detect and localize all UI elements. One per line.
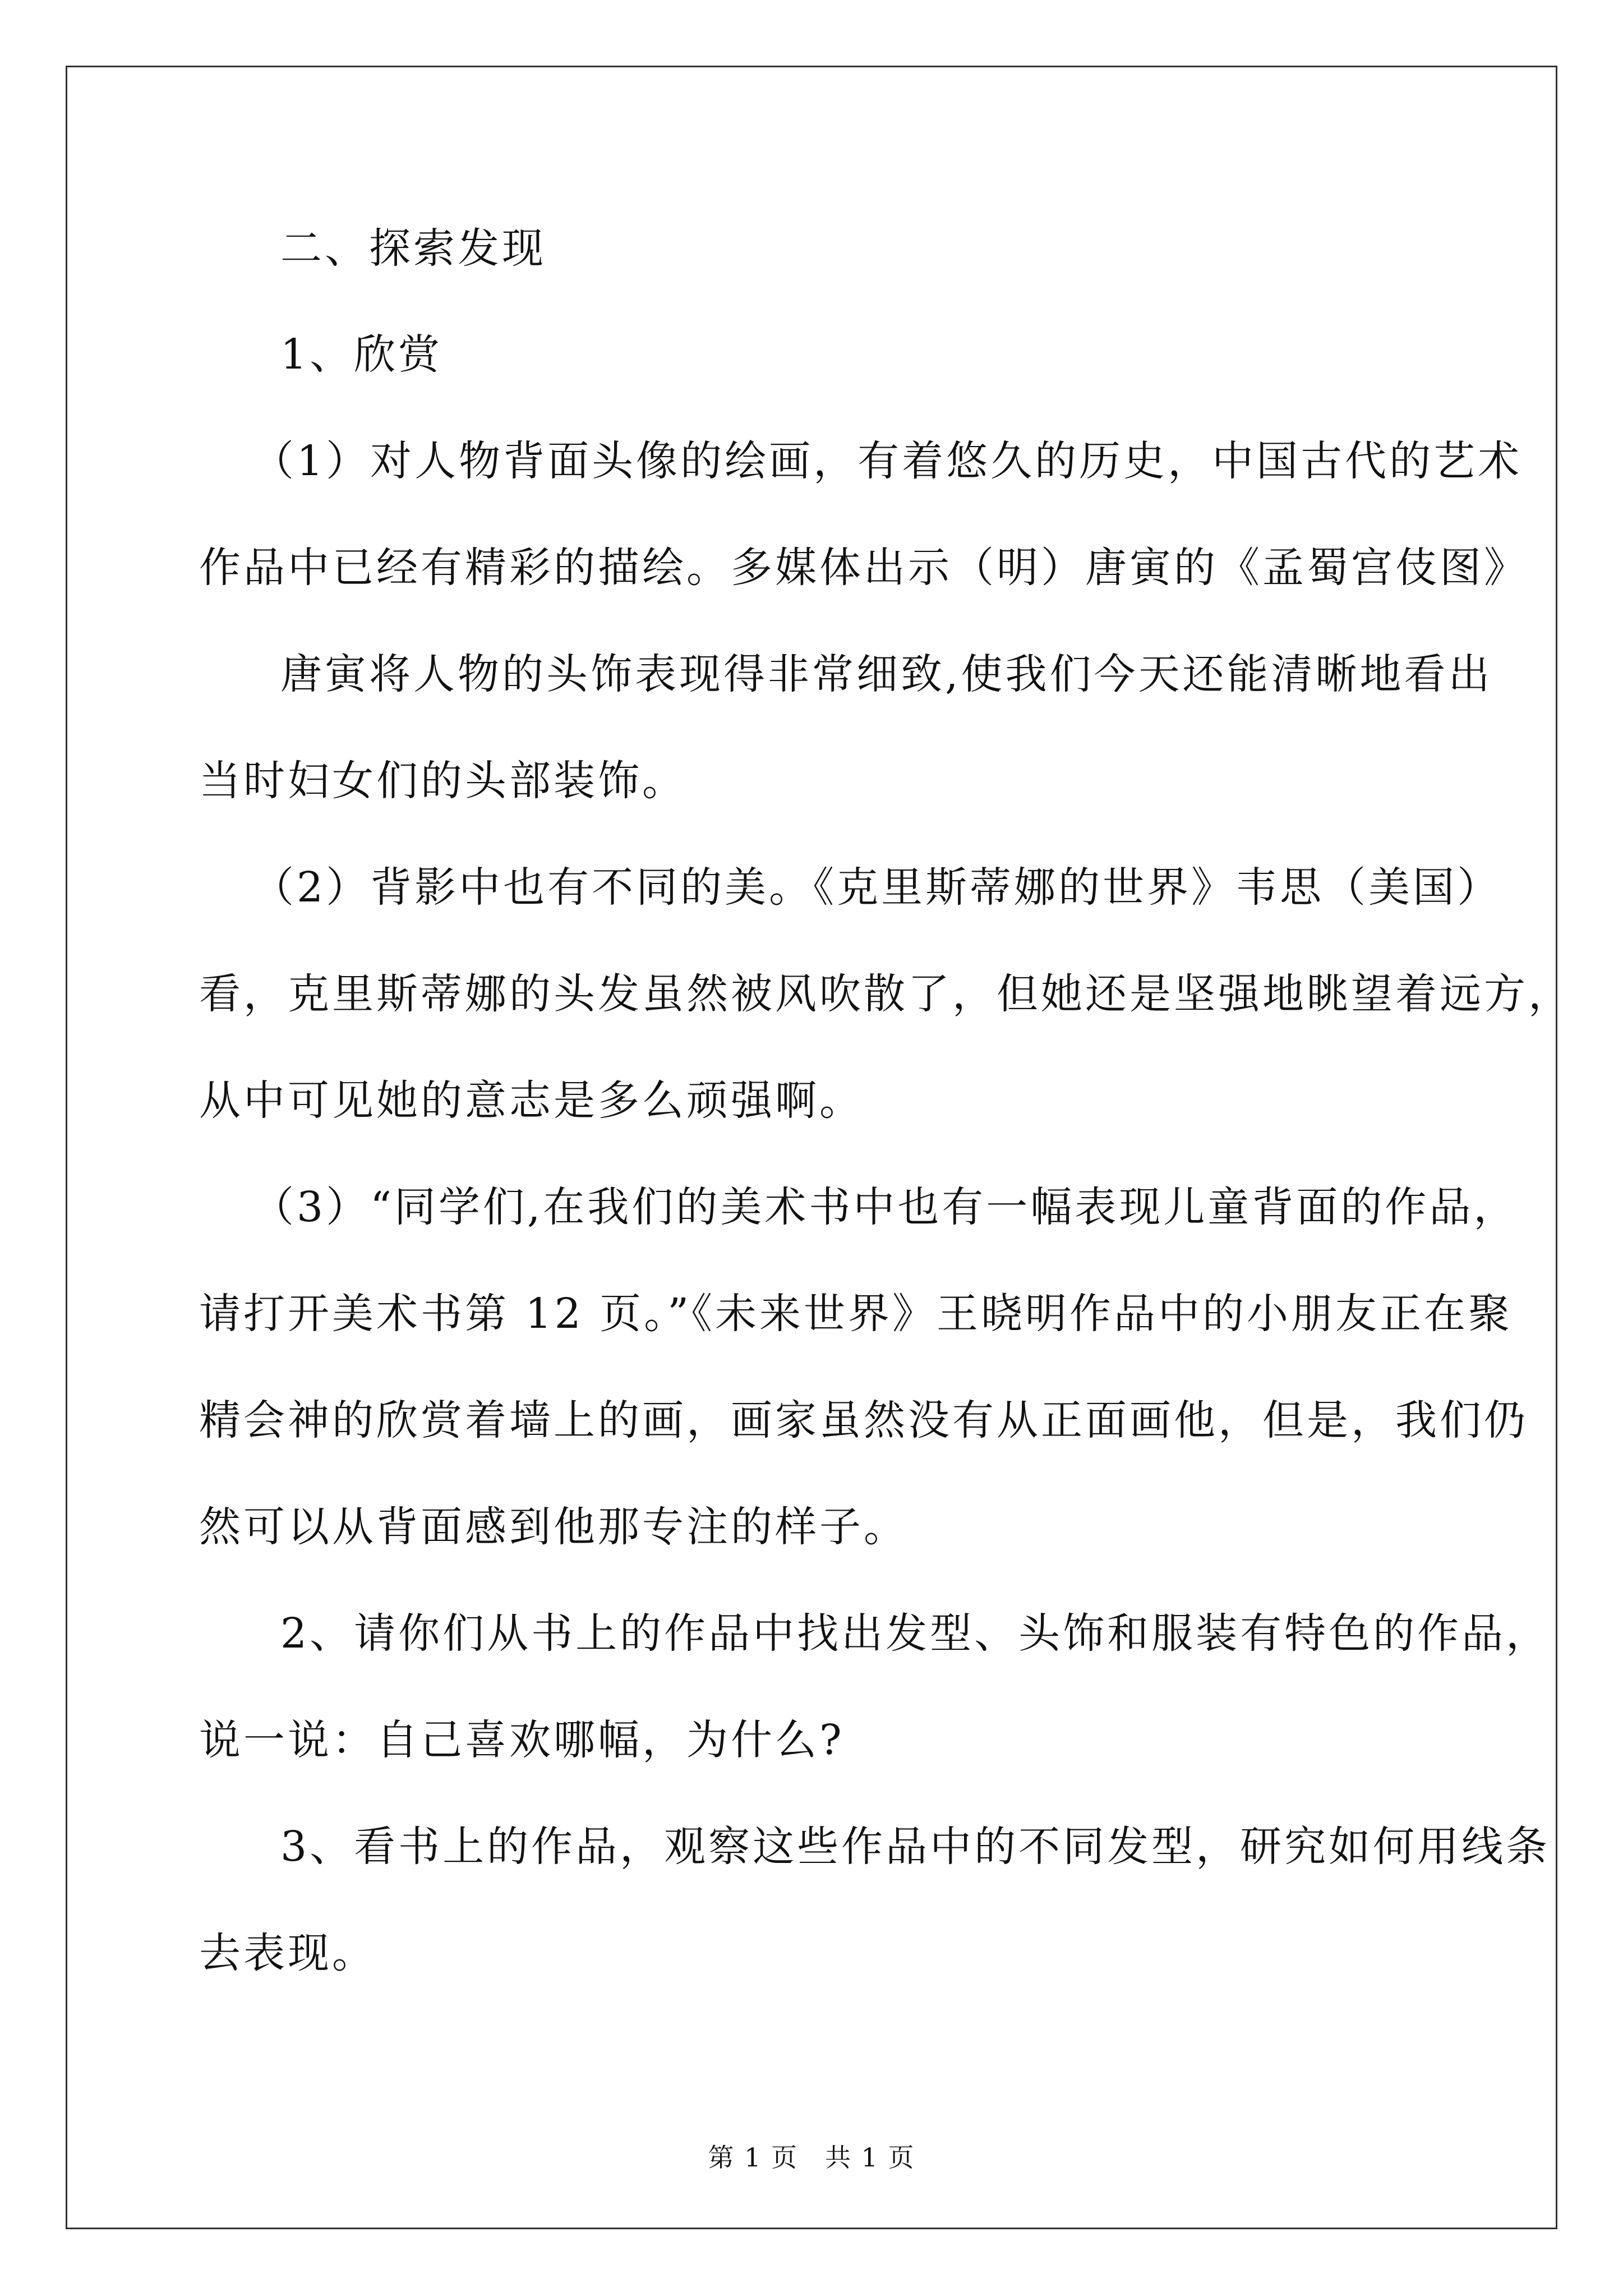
paragraph-line: 然可以从背面感到他那专注的样子。 [199,1503,908,1551]
paragraph-line: 唐寅将人物的头饰表现得非常细致,使我们今天还能清晰地看出 [280,650,1493,698]
paragraph-line: 从中可见她的意志是多么顽强啊。 [199,1076,864,1125]
page-footer: 第 1 页 共 1 页 [708,2142,915,2173]
section-heading: 二、探索发现 [280,224,546,273]
paragraph-line: 当时妇女们的头部装饰。 [199,757,686,805]
paragraph-line: （1）对人物背面头像的绘画，有着悠久的历史，中国古代的艺术 [252,437,1523,485]
paragraph-line: （3）“同学们,在我们的美术书中也有一幅表现儿童背面的作品， [252,1183,1518,1231]
paragraph-line: 2、请你们从书上的作品中找出发型、头饰和服装有特色的作品， [280,1609,1551,1658]
paragraph-line: （2）背影中也有不同的美。《克里斯蒂娜的世界》韦思（美国） [252,863,1502,912]
subheading-appreciate: 1、欣赏 [280,330,443,379]
page-border [66,66,1557,2229]
paragraph-line: 看，克里斯蒂娜的头发虽然被风吹散了，但她还是坚强地眺望着远方， [199,970,1573,1018]
paragraph-line: 请打开美术书第 12 页。”《未来世界》王晓明作品中的小朋友正在聚 [199,1290,1513,1338]
paragraph-line: 作品中已经有精彩的描绘。多媒体出示（明）唐寅的《孟蜀宫伎图》 [199,544,1528,592]
paragraph-line: 精会神的欣赏着墙上的画，画家虽然没有从正面画他，但是，我们仍 [199,1396,1528,1444]
paragraph-line: 去表现。 [199,1929,376,1977]
paragraph-line: 说一说：自己喜欢哪幅，为什么? [199,1716,845,1764]
paragraph-line: 3、看书上的作品，观察这些作品中的不同发型，研究如何用线条 [280,1823,1551,1871]
